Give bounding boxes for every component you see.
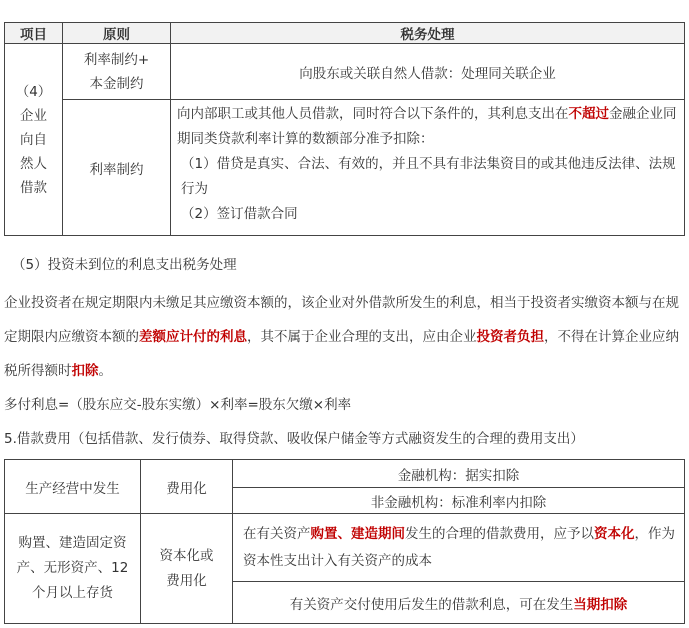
table-row [5, 460, 685, 488]
capitalization-cell: 在有关资产购置、建造期间发生的合理的借款费用，应予以资本化，作为资本性支出计入有关资产的成本 [233, 514, 685, 582]
principle-cell-1: 利率制约+ 本金制约 [63, 44, 171, 100]
borrowing-cost-table [4, 459, 685, 624]
table-row [5, 44, 685, 100]
table-row [5, 100, 685, 236]
capitalize-or-expense-cell: 资本化或 费用化 [141, 514, 233, 624]
table-row [5, 514, 685, 582]
header-item: 项目 [5, 23, 63, 44]
principle-cell-2: 利率制约 [63, 100, 171, 236]
post-delivery-cell: 有关资产交付使用后发生的借款利息，可在发生当期扣除 [233, 582, 685, 624]
treatment-cell-1: 向股东或关联自然人借款：处理同关联企业 [171, 44, 685, 100]
interest-table [4, 22, 685, 236]
treatment-cell-2 [171, 100, 685, 236]
item-cell: （4） 企业 向自 然人 借款 [5, 44, 63, 236]
borrowing-title: 5.借款费用（包括借款、发行债券、取得贷款、吸收保户储金等方式融资发生的合理的费用支出） [4, 431, 584, 447]
header-principle: 原则 [63, 23, 171, 44]
table-header-row [5, 23, 685, 44]
non-financial-institution-cell: 非金融机构：标准利率内扣除 [233, 488, 685, 514]
condition-2: （2）签订借款合同 [181, 206, 298, 222]
condition-1: （1）借贷是真实、合法、有效的，并且不具有非法集资目的或其他违反法律、法规行为 [181, 156, 676, 197]
section-5-paragraph: 企业投资者在规定期限内未缴足其应缴资本额的，该企业对外借款所发生的利息，相当于投资者实缴资本额与在规定期限内应缴资本额的差额应计付的利息，其不属于企业合理的支出，应由企业投资者负担，不得在计算企业应纳税所得额时扣除。 [4, 295, 679, 379]
treatment-para: 向内部职工或其他人员借款，同时符合以下条件的，其利息支出在不超过金融企业同期同类贷款利率计算的数额部分准予扣除： [177, 106, 677, 147]
section-5-title: （5）投资未到位的利息支出税务处理 [12, 257, 237, 273]
production-cell: 生产经营中发生 [5, 460, 141, 514]
header-tax-treatment: 税务处理 [171, 23, 685, 44]
expense-cell: 费用化 [141, 460, 233, 514]
financial-institution-cell: 金融机构：据实扣除 [233, 460, 685, 488]
formula-line: 多付利息=（股东应交-股东实缴）×利率=股东欠缴×利率 [4, 397, 352, 413]
asset-acquisition-cell: 购置、建造固定资产、无形资产、12个月以上存货 [5, 514, 141, 624]
